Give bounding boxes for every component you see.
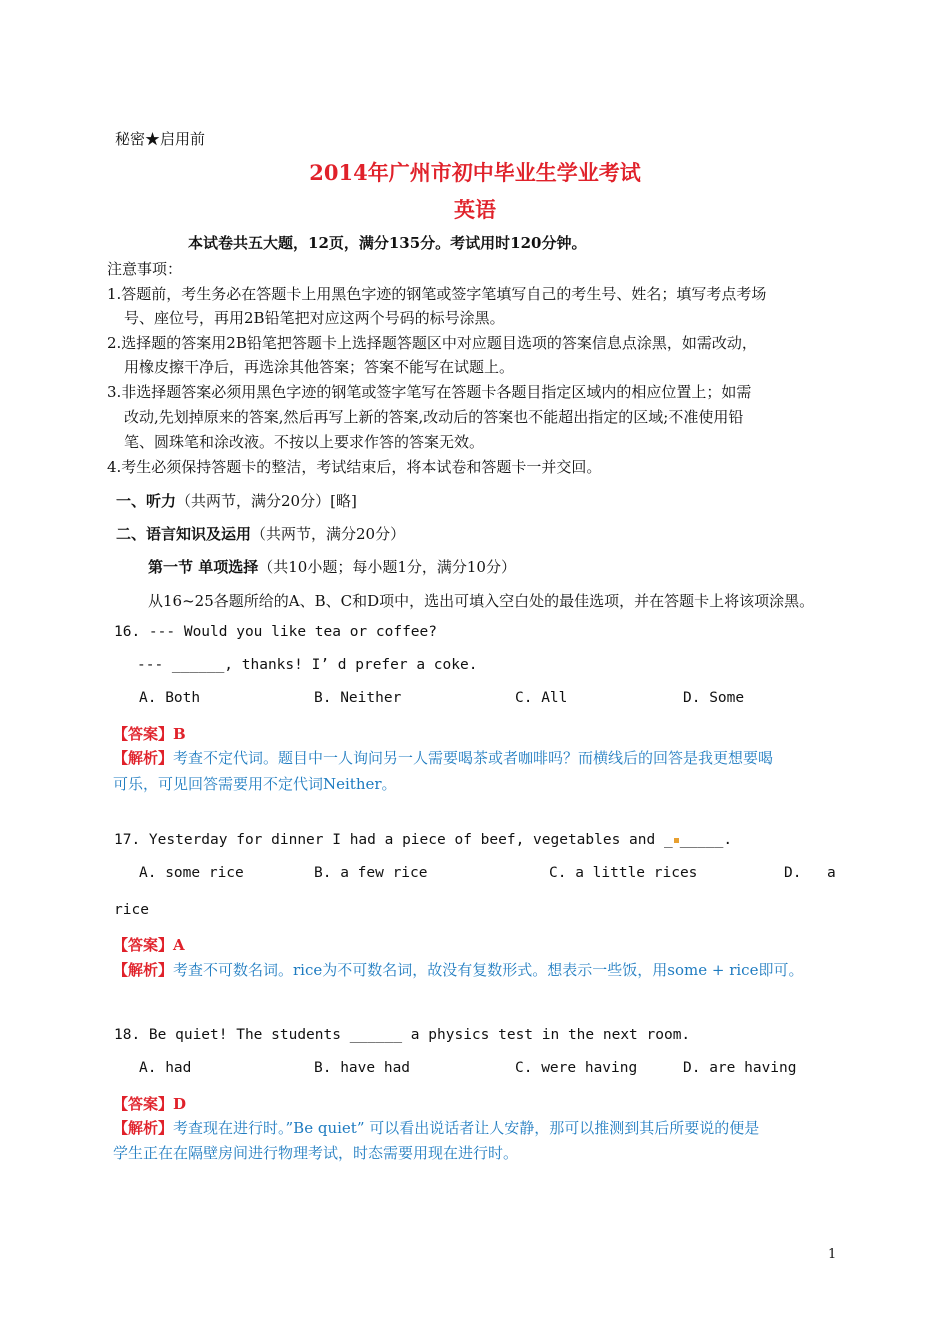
q17-option-c: C. a little rices xyxy=(549,865,698,881)
q17-answer: 【答案】A xyxy=(113,936,185,954)
page-number: 1 xyxy=(828,1247,837,1262)
q16-explanation-cont: 可乐，可见回答需要用不定代词Neither。 xyxy=(113,775,397,793)
q16-answer: 【答案】B xyxy=(113,725,186,743)
exam-subject: 英语 xyxy=(454,197,496,222)
notes-heading: 注意事项： xyxy=(107,260,183,278)
section-1-heading: 一、听力（共两节，满分20分）[略] xyxy=(116,492,357,510)
q17-option-d: D. xyxy=(784,865,802,881)
exam-title: 2014年广州市初中毕业生学业考试 xyxy=(309,160,641,185)
exam-info: 本试卷共五大题，12页，满分135分。考试用时120分钟。 xyxy=(188,234,587,252)
q17-explanation: 【解析】考查不可数名词。rice为不可数名词，故没有复数形式。想表示一些饭，用some + rice即可。 xyxy=(113,961,804,979)
q16-explanation: 【解析】考查不定代词。题目中一人询问另一人需要喝茶或者咖啡吗？而横线后的回答是我更想要喝 xyxy=(113,749,774,767)
section-2-heading: 二、语言知识及运用（共两节，满分20分） xyxy=(116,525,406,543)
q17-option-b: B. a few rice xyxy=(314,865,428,881)
q18-option-c: C. were having xyxy=(515,1060,638,1076)
note-line: 号、座位号，再用2B铅笔把对应这两个号码的标号涂黑。 xyxy=(124,309,505,327)
q18-explanation: 【解析】考查现在进行时。”Be quiet” 可以看出说话者让人安静，那可以推测到其后所要说的便是 xyxy=(113,1119,760,1137)
q17-option-d-text: a xyxy=(827,865,836,881)
note-line: 4.考生必须保持答题卡的整洁，考试结束后，将本试卷和答题卡一并交回。 xyxy=(107,458,602,476)
q18-stem: 18. Be quiet! The students ______ a physics test in the next room. xyxy=(114,1027,691,1043)
q18-option-b: B. have had xyxy=(314,1060,411,1076)
blank-marker-icon xyxy=(674,838,679,843)
note-line: 3.非选择题答案必须用黑色字迹的钢笔或签字笔写在答题卡各题目指定区域内的相应位置上；如需 xyxy=(107,383,752,401)
note-line: 2.选择题的答案用2B铅笔把答题卡上选择题答题区中对应题目选项的答案信息点涂黑，如需改动， xyxy=(107,334,757,352)
q17-stem: 17. Yesterday for dinner I had a piece of beef, vegetables and _ _____. xyxy=(114,832,733,848)
part-1-heading: 第一节 单项选择（共10小题；每小题1分，满分10分） xyxy=(148,558,516,576)
note-line: 改动,先划掉原来的答案,然后再写上新的答案,改动后的答案也不能超出指定的区域;不准使用铅 xyxy=(124,408,744,426)
instruction: 从16~25各题所给的A、B、C和D项中，选出可填入空白处的最佳选项，并在答题卡上将该项涂黑。 xyxy=(148,592,815,610)
q18-answer: 【答案】D xyxy=(113,1095,187,1113)
note-line: 用橡皮擦干净后，再选涂其他答案；答案不能写在试题上。 xyxy=(124,358,515,376)
q17-option-a: A. some rice xyxy=(139,865,244,881)
q16-stem: 16. --- Would you like tea or coffee? xyxy=(114,624,438,640)
secret-label: 秘密★启用前 xyxy=(115,130,206,148)
q16-response: --- ______, thanks! I’ d prefer a coke. xyxy=(137,657,478,673)
q16-option-d: D. Some xyxy=(683,690,745,706)
q16-option-a: A. Both xyxy=(139,690,201,706)
q18-explanation-cont: 学生正在在隔壁房间进行物理考试，时态需要用现在进行时。 xyxy=(113,1144,519,1162)
note-line: 笔、圆珠笔和涂改液。不按以上要求作答的答案无效。 xyxy=(124,433,485,451)
q17-option-d-text-cont: rice xyxy=(114,902,149,918)
q16-option-b: B. Neither xyxy=(314,690,402,706)
q18-option-a: A. had xyxy=(139,1060,192,1076)
note-line: 1.答题前，考生务必在答题卡上用黑色字迹的钢笔或签字笔填写自己的考生号、姓名；填写考点考场 xyxy=(107,285,767,303)
q16-option-c: C. All xyxy=(515,690,568,706)
q18-option-d: D. are having xyxy=(683,1060,797,1076)
